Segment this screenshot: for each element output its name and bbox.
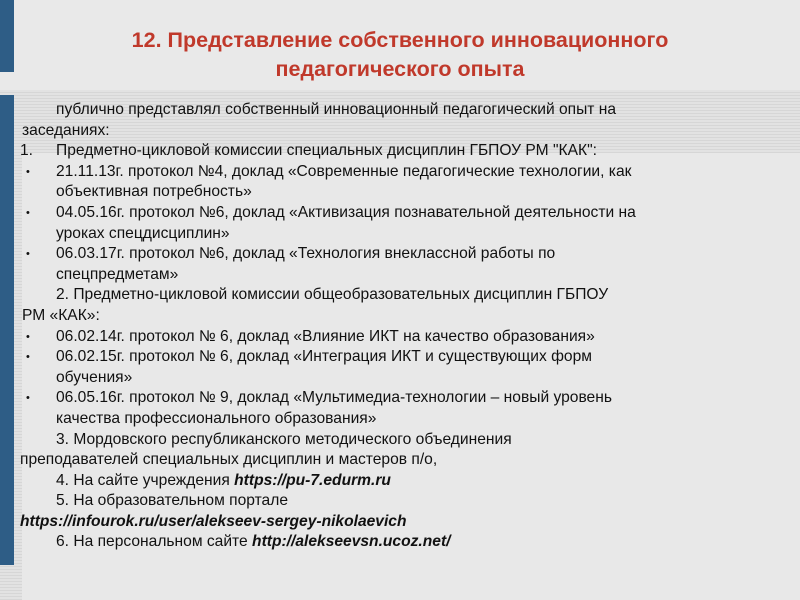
list-item-text: 6. На персональном сайте <box>56 533 253 551</box>
bullet-icon: • <box>26 392 30 405</box>
list-item-text: 4. На сайте учреждения <box>56 471 235 489</box>
bullet-text: 04.05.16г. протокол №6, доклад «Активизация познавательной деятельности на <box>56 203 636 221</box>
list-item-continuation <box>0 512 800 533</box>
list-item-5: 5. На образовательном портале <box>56 492 289 510</box>
bullet-continuation: уроках спецдисциплин» <box>56 224 230 242</box>
title-line-1: 12. Представление собственного инновационного <box>131 28 669 52</box>
bullet-text: 06.02.15г. протокол № 6, доклад «Интеграция ИКТ и существующих форм <box>56 348 592 366</box>
bullet-item <box>0 327 800 348</box>
personal-site-link[interactable]: http://alekseevsn.ucoz.net/ <box>252 533 451 551</box>
list-item-3: 3. Мордовского республиканского методического объединения <box>56 430 512 448</box>
bullet-text: 06.02.14г. протокол № 6, доклад «Влияние ИКТ на качество образования» <box>56 327 595 345</box>
intro-line: публично представлял собственный инновационный педагогический опыт на <box>56 101 617 118</box>
bullet-item <box>0 347 800 368</box>
bullet-continuation: объективная потребность» <box>56 183 252 201</box>
bullet-icon: • <box>26 330 30 343</box>
bullet-continuation: спецпредметам» <box>56 265 179 283</box>
list-item-6 <box>0 532 800 553</box>
list-item-text: Предметно-цикловой комиссии специальных дисциплин ГБПОУ РМ "КАК": <box>56 142 597 160</box>
title-line-2: педагогического опыта <box>275 57 525 81</box>
bullet-icon: • <box>26 248 30 261</box>
bullet-icon: • <box>26 165 30 178</box>
bullet-item <box>0 388 800 409</box>
list-number: 1. <box>20 142 34 160</box>
bullet-item <box>0 203 800 224</box>
bullet-text: 06.05.16г. протокол № 9, доклад «Мультимедиа-технологии – новый уровень <box>56 389 612 407</box>
bullet-item <box>0 244 800 265</box>
slide-body <box>0 100 800 553</box>
accent-bar-top <box>0 0 14 72</box>
list-item-2: 2. Предметно-цикловой комиссии общеобразовательных дисциплин ГБПОУ <box>56 286 609 304</box>
list-item-1 <box>0 141 800 162</box>
list-item-continuation: РМ «КАК»: <box>22 306 100 324</box>
bullet-text: 21.11.13г. протокол №4, доклад «Современные педагогические технологии, как <box>56 162 632 180</box>
bullet-icon: • <box>26 206 30 219</box>
institution-site-link[interactable]: https://pu-7.edurm.ru <box>234 471 391 489</box>
bullet-text: 06.03.17г. протокол №6, доклад «Технология внеклассной работы по <box>56 245 556 263</box>
bullet-item <box>0 162 800 183</box>
intro-line: заседаниях: <box>22 121 110 139</box>
infourok-profile-link[interactable]: https://infourok.ru/user/alekseev-sergey-nikolaevich <box>20 512 407 530</box>
list-item-continuation: преподавателей специальных дисциплин и мастеров п/о, <box>20 451 438 469</box>
bullet-icon: • <box>26 351 30 364</box>
list-item-4 <box>0 471 800 492</box>
slide-title <box>40 26 760 84</box>
bullet-continuation: обучения» <box>56 368 133 386</box>
bullet-continuation: качества профессионального образования» <box>56 409 377 427</box>
